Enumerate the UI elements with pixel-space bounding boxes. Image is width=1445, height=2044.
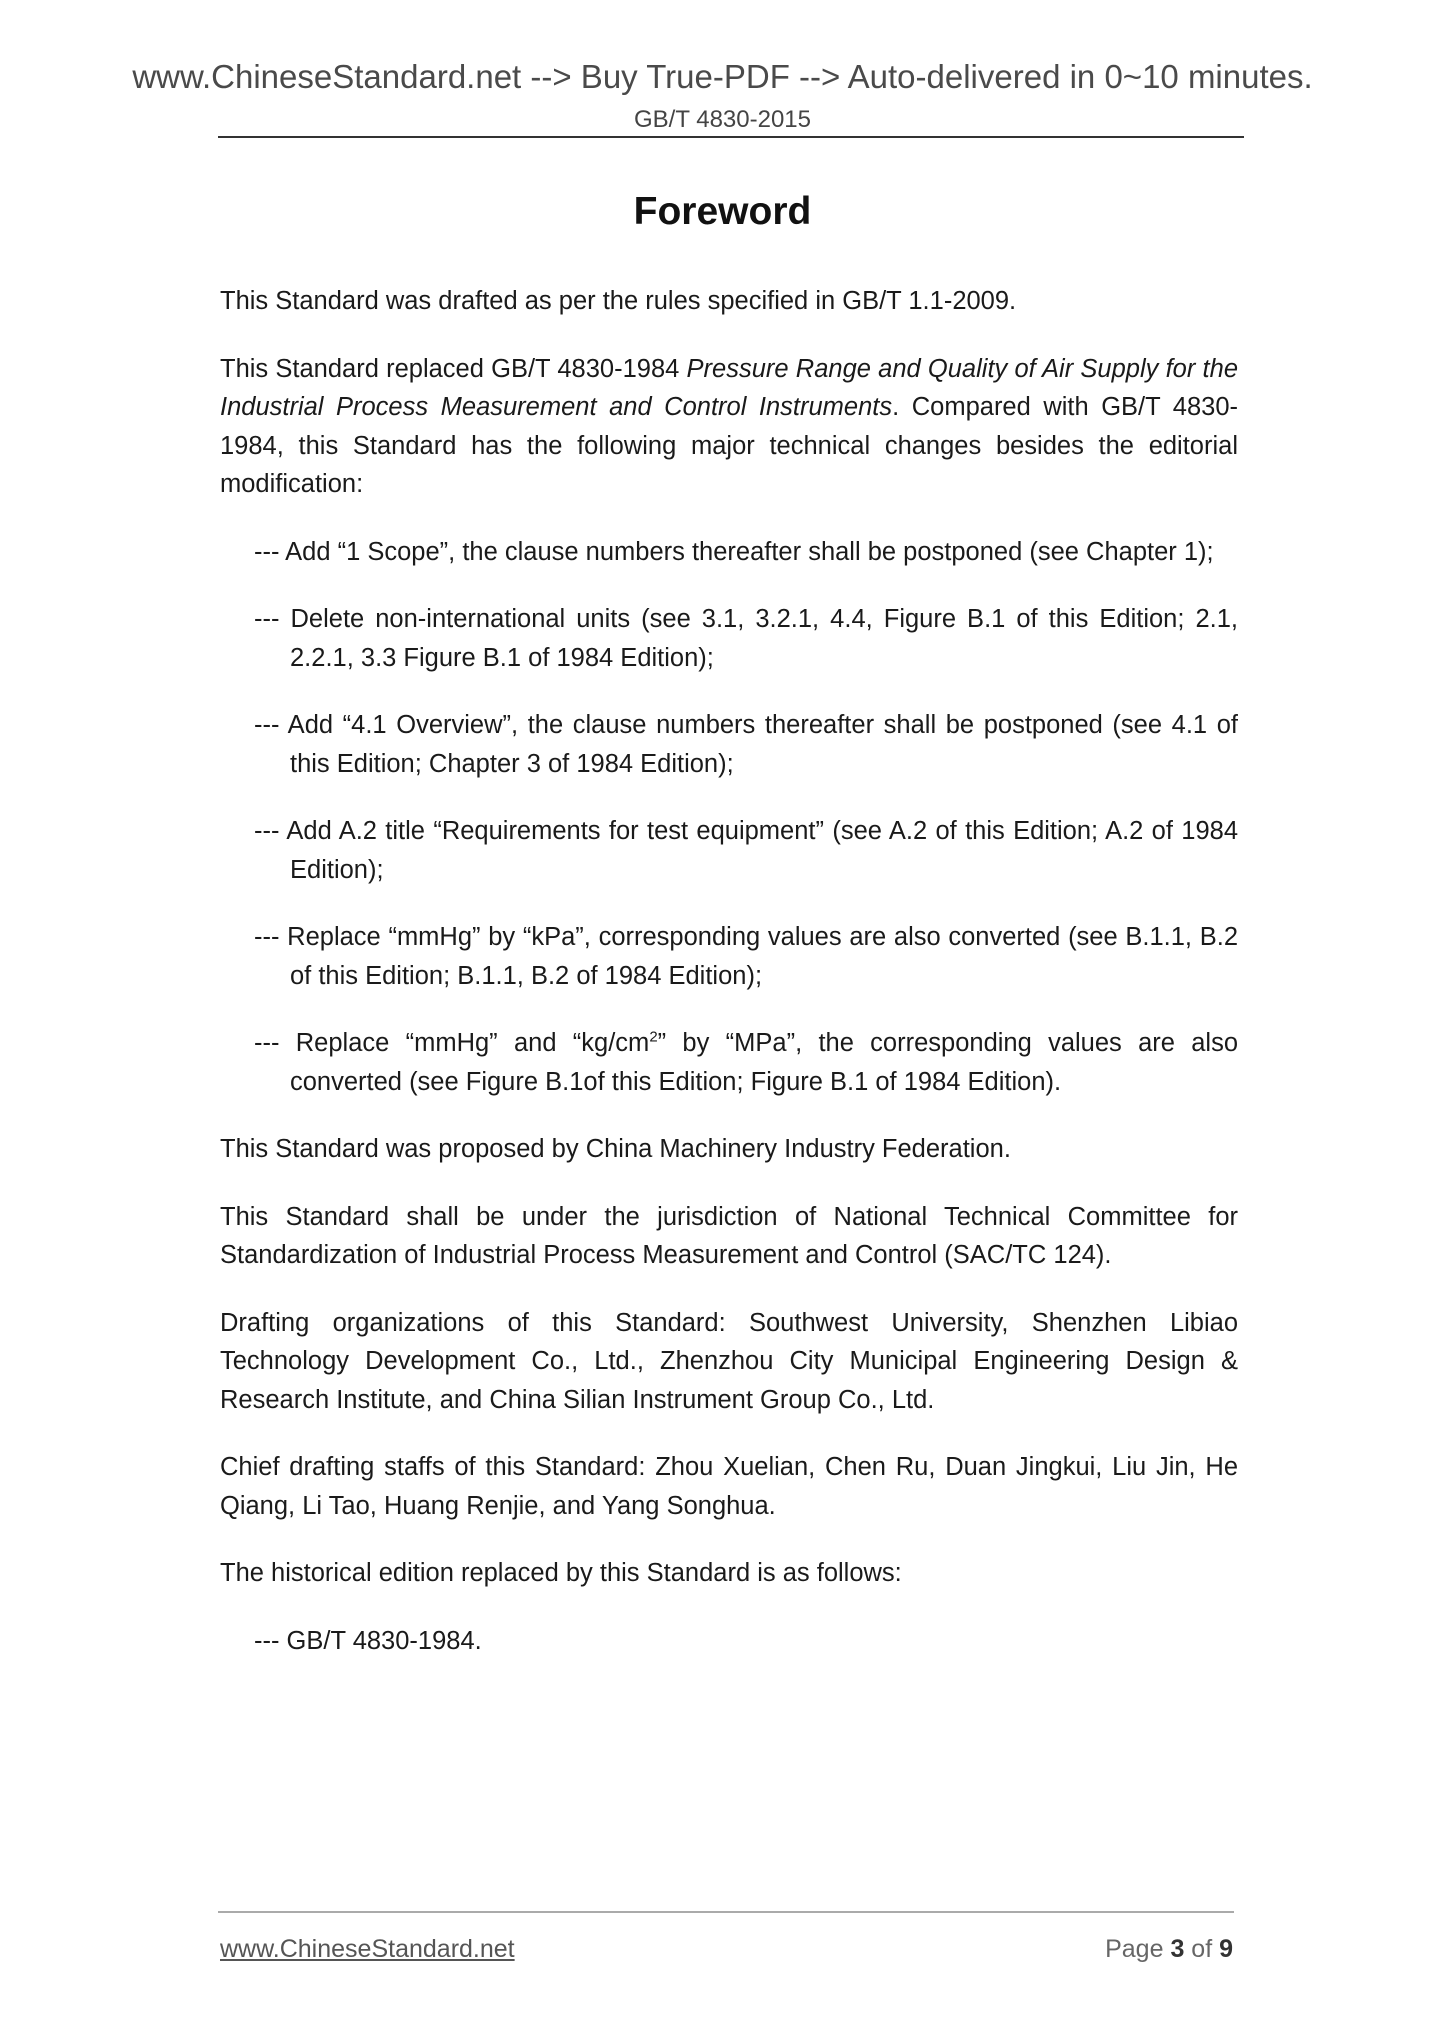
replaced-standard-title: Pressure Range and Quality of Air Supply for the Industrial Process Measurement and Control Instruments xyxy=(220,354,1238,421)
change-item xyxy=(220,1024,1238,1101)
site-banner: www.ChineseStandard.net --> Buy True-PDF --> Auto-delivered in 0~10 minutes. xyxy=(132,58,1313,95)
header-divider xyxy=(218,136,1244,138)
replacement-text-post: . Compared with GB/T 4830-1984, this Standard has the following major technical changes besides the editorial modification: xyxy=(220,393,1239,498)
page-number xyxy=(1105,1935,1233,1964)
superscript: 2 xyxy=(649,1028,658,1046)
footer-divider xyxy=(218,1911,1234,1913)
change-item: --- Replace “mmHg” by “kPa”, corresponding values are also converted (see B.1.1, B.2 of this Edition; B.1.1, B.2 of 1984 Edition); xyxy=(254,923,1238,990)
paragraph-drafting-organizations: Drafting organizations of this Standard: Southwest University, Shenzhen Libiao Technology Development Co., Ltd., Zhenzhou City Municipal Engineering Design & Research Institute, and China Silian Instrument Group Co., Ltd. xyxy=(220,1308,1238,1414)
change-item: --- Add “1 Scope”, the clause numbers thereafter shall be postponed (see Chapter 1); xyxy=(254,537,1214,566)
page-title: Foreword xyxy=(633,190,812,233)
paragraph-historical-edition: The historical edition replaced by this Standard is as follows: xyxy=(220,1559,902,1587)
replacement-text-pre: This Standard replaced GB/T 4830-1984 xyxy=(220,354,687,383)
history-item: --- GB/T 4830-1984. xyxy=(254,1626,482,1655)
total-pages: 9 xyxy=(1219,1935,1233,1963)
change-item: --- Add “4.1 Overview”, the clause numbers thereafter shall be postponed (see 4.1 of this Edition; Chapter 3 of 1984 Edition); xyxy=(254,711,1238,778)
paragraph-drafting-staff: Chief drafting staffs of this Standard: Zhou Xuelian, Chen Ru, Duan Jingkui, Liu Jin, He Qiang, Li Tao, Huang Renjie, and Yang Songhua. xyxy=(220,1453,1238,1520)
page-prefix: Page xyxy=(1105,1935,1171,1963)
paragraph-drafting-rules: This Standard was drafted as per the rules specified in GB/T 1.1-2009. xyxy=(220,287,1017,315)
change-item: --- Add A.2 title “Requirements for test equipment” (see A.2 of this Edition; A.2 of 1984 Edition); xyxy=(254,817,1238,884)
paragraph-replacement xyxy=(220,350,1238,504)
foreword-body xyxy=(220,282,1238,1660)
change-item: --- Delete non-international units (see 3.1, 3.2.1, 4.4, Figure B.1 of this Edition; 2.1, 2.2.1, 3.3 Figure B.1 of 1984 Edition); xyxy=(254,605,1238,672)
standard-code: GB/T 4830-2015 xyxy=(633,106,811,133)
change-text-pre: --- Replace “mmHg” and “kg/cm xyxy=(254,1029,650,1057)
page-of: of xyxy=(1184,1935,1220,1963)
change-text-post: ” by “MPa”, the corresponding values are also converted (see Figure B.1of this Edition; Figure B.1 of 1984 Edition). xyxy=(290,1029,1239,1096)
current-page: 3 xyxy=(1170,1935,1185,1963)
paragraph-proposed-by: This Standard was proposed by China Machinery Industry Federation. xyxy=(220,1135,1011,1163)
footer-website-link[interactable]: www.ChineseStandard.net xyxy=(220,1935,515,1963)
paragraph-jurisdiction: This Standard shall be under the jurisdiction of National Technical Committee for Standardization of Industrial Process Measurement and Control (SAC/TC 124). xyxy=(220,1202,1238,1269)
